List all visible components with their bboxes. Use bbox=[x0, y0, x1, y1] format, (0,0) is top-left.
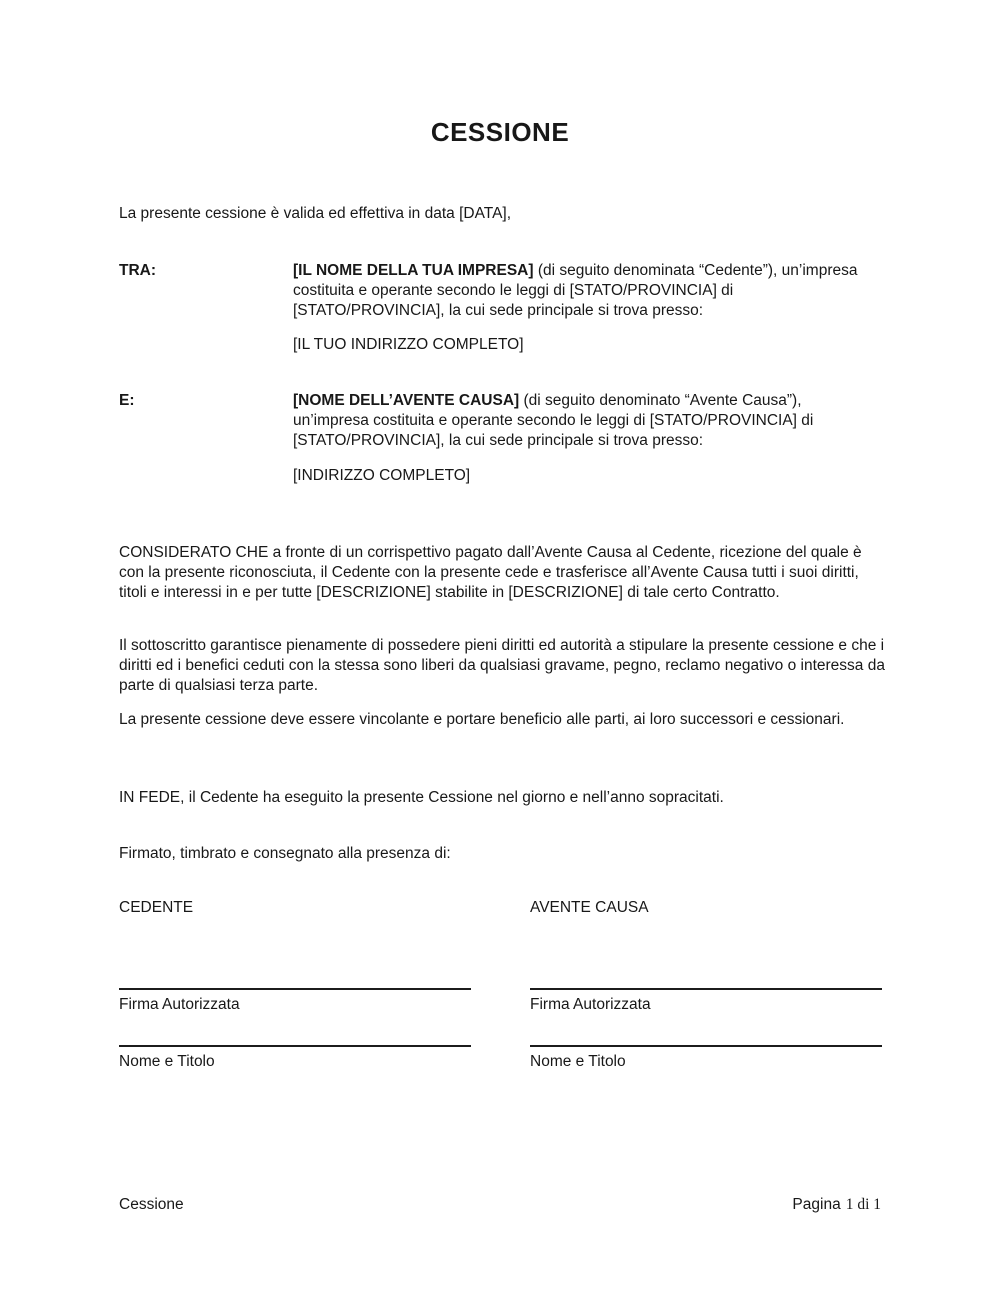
party-address-cedente: [IL TUO INDIRIZZO COMPLETO] bbox=[293, 336, 524, 353]
signature-label-avente-causa-firma: Firma Autorizzata bbox=[530, 996, 651, 1013]
paragraph-in-fede: IN FEDE, il Cedente ha eseguito la presente Cessione nel giorno e nell’anno sopracitati. bbox=[119, 789, 724, 806]
signature-line-avente-causa-firma bbox=[530, 988, 882, 990]
party-label-tra: TRA: bbox=[119, 262, 157, 279]
paragraph-considerato: CONSIDERATO CHE a fronte di un corrispettivo pagato dall’Avente Causa al Cedente, ricezione del quale è con la presente riconosciuta, il Cedente con la presente cede e trasferisce all’Avente Causa tutti i suoi diritti, titoli e interessi in e per tutte [DESCRIZIONE] stabilite in [DESCRIZIONE] di tale certo Contratto. bbox=[119, 544, 862, 601]
party-row-avente-causa bbox=[119, 391, 881, 451]
footer-page-value: 1 di 1 bbox=[845, 1196, 881, 1213]
party-description-rest-cedente: (di seguito denominata “Cedente”), un’impresa costituita e operante secondo le leggi di [STATO/PROVINCIA] di [STATO/PROVINCIA], la cui sede principale si trova presso: bbox=[293, 262, 858, 319]
document-title: CESSIONE bbox=[430, 117, 570, 147]
paragraph-garanzia: Il sottoscritto garantisce pienamente di possedere pieni diritti ed autorità a stipulare la presente cessione e che i diritti ed i benefici ceduti con la stessa sono liberi da qualsiasi gravame, pegno, reclamo negativo o interessa da parte di qualsiasi terza parte. bbox=[119, 637, 885, 694]
signature-line-cedente-firma bbox=[119, 988, 471, 990]
signature-block-avente-causa bbox=[530, 898, 882, 1078]
party-address-avente-causa: [INDIRIZZO COMPLETO] bbox=[293, 467, 471, 484]
party-row-cedente bbox=[119, 261, 881, 321]
signature-label-cedente-nome: Nome e Titolo bbox=[119, 1053, 215, 1070]
party-label-e: E: bbox=[119, 392, 135, 409]
paragraph-vincolante: La presente cessione deve essere vincolante e portare beneficio alle parti, ai loro successori e cessionari. bbox=[119, 711, 845, 728]
footer-page-number bbox=[792, 1195, 881, 1215]
footer-page-label: Pagina bbox=[792, 1196, 841, 1213]
signature-block-cedente bbox=[119, 898, 471, 1078]
party-description-cedente bbox=[293, 261, 881, 321]
party-description-rest-avente-causa: (di seguito denominato “Avente Causa”), un’impresa costituita e operante secondo le leggi di [STATO/PROVINCIA] di [STATO/PROVINCIA], la cui sede principale si trova presso: bbox=[293, 392, 814, 449]
party-name-placeholder-cedente: [IL NOME DELLA TUA IMPRESA] bbox=[293, 262, 534, 279]
paragraph-firmato: Firmato, timbrato e consegnato alla presenza di: bbox=[119, 845, 451, 862]
signature-label-cedente-firma: Firma Autorizzata bbox=[119, 996, 240, 1013]
signature-heading-cedente: CEDENTE bbox=[119, 899, 194, 916]
signature-line-avente-causa-nome bbox=[530, 1045, 882, 1047]
intro-line: La presente cessione è valida ed effettiva in data [DATA], bbox=[119, 205, 512, 222]
signature-heading-avente-causa: AVENTE CAUSA bbox=[530, 899, 649, 916]
footer-document-name: Cessione bbox=[119, 1196, 184, 1213]
party-name-placeholder-avente-causa: [NOME DELL’AVENTE CAUSA] bbox=[293, 392, 520, 409]
signature-label-avente-causa-nome: Nome e Titolo bbox=[530, 1053, 626, 1070]
signature-line-cedente-nome bbox=[119, 1045, 471, 1047]
party-description-avente-causa bbox=[293, 391, 881, 451]
